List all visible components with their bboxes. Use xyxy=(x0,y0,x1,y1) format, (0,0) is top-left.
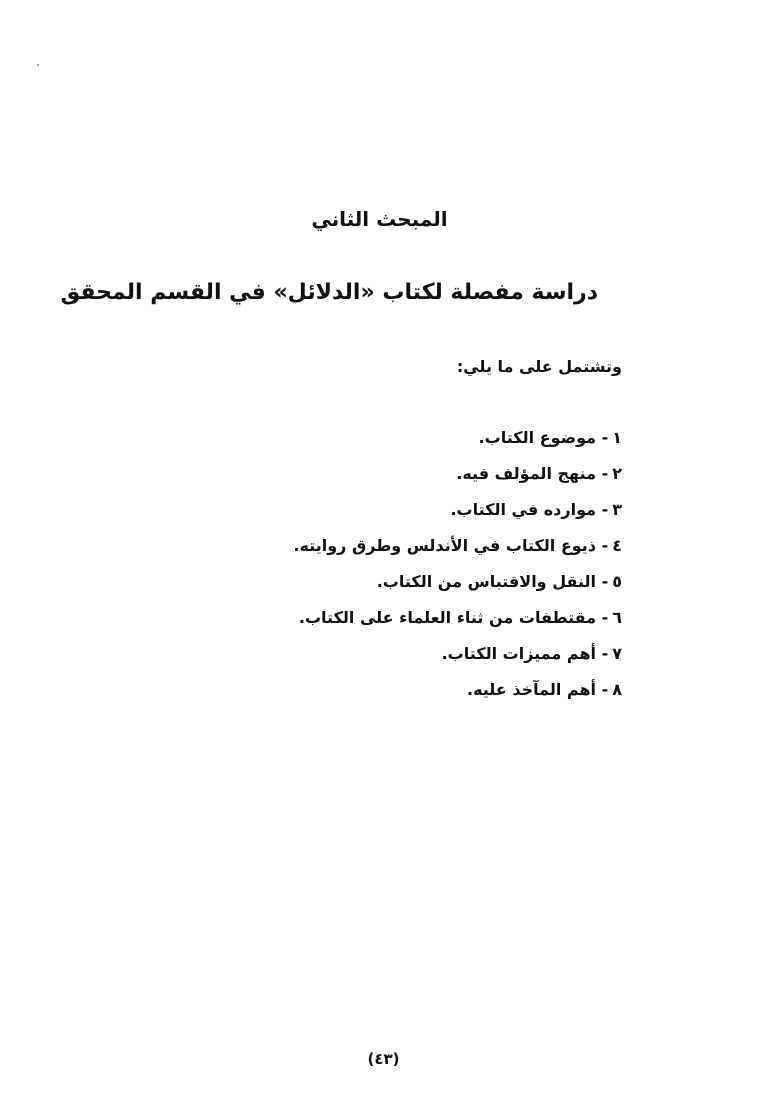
list-item xyxy=(293,570,622,606)
item-number: ١ xyxy=(612,428,622,447)
item-text: - منهج المؤلف فيه. xyxy=(456,464,609,483)
list-item xyxy=(293,678,622,714)
item-text: - أهم المآخذ عليه. xyxy=(466,680,609,699)
item-number: ٧ xyxy=(612,644,622,663)
item-text: - مقتطفات من ثناء العلماء على الكتاب. xyxy=(298,608,609,627)
item-text: - ذيوع الكتاب في الأندلس وطرق روايته. xyxy=(293,536,609,555)
item-number: ٤ xyxy=(612,536,622,555)
section-title xyxy=(0,207,767,231)
chapter-subtitle: دراسة مفصلة لكتاب «الدلائل» في القسم المحقق xyxy=(60,280,598,305)
scan-speck xyxy=(37,64,39,66)
item-number: ٨ xyxy=(612,680,622,699)
item-number: ٦ xyxy=(612,608,622,627)
list-item xyxy=(293,462,622,498)
list-item xyxy=(293,534,622,570)
item-text: - أهم مميزات الكتاب. xyxy=(441,644,609,663)
item-number: ٥ xyxy=(612,572,622,591)
list-item xyxy=(293,606,622,642)
section-title-text: المبحث الثاني xyxy=(311,207,448,231)
list-item xyxy=(293,642,622,678)
intro-text: وتشتمل على ما يلي: xyxy=(456,357,622,376)
topics-list xyxy=(293,426,622,714)
item-number: ٣ xyxy=(612,500,622,519)
item-text: - النقل والاقتباس من الكتاب. xyxy=(376,572,609,591)
list-item xyxy=(293,498,622,534)
item-number: ٢ xyxy=(612,464,622,483)
list-item xyxy=(293,426,622,462)
item-text: - موضوع الكتاب. xyxy=(478,428,609,447)
page-number: (٤٣) xyxy=(367,1050,400,1068)
item-text: - موارده في الكتاب. xyxy=(450,500,609,519)
